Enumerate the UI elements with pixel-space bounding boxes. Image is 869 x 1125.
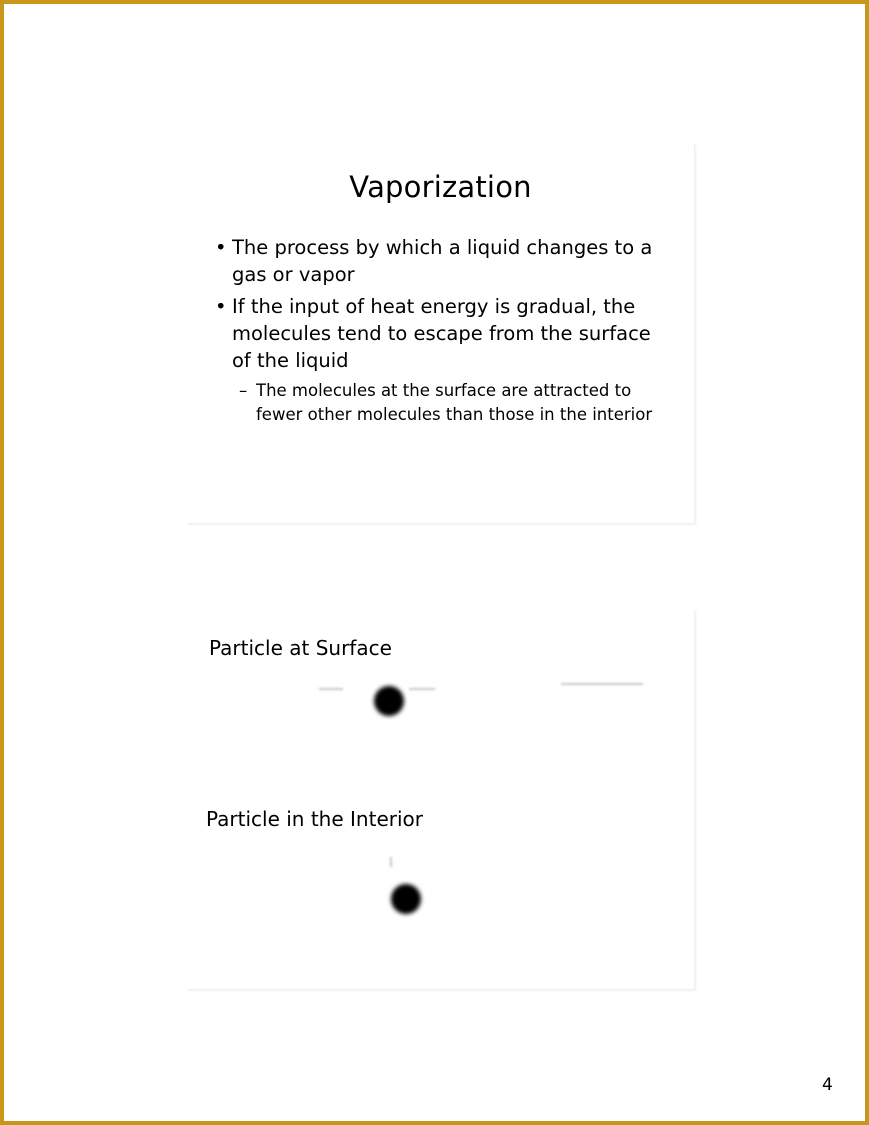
page-number: 4 — [822, 1075, 833, 1095]
slide-title: Vaporization — [349, 170, 532, 204]
bullet-text: The process by which a liquid changes to a gas or vapor — [232, 236, 653, 286]
faded-arrow-mark — [390, 857, 392, 867]
bullet-marker: • — [215, 236, 227, 259]
sub-bullet-text: The molecules at the surface are attracted to fewer other molecules than those in the interior — [256, 381, 653, 424]
sub-bullet-marker: – — [239, 381, 248, 400]
faded-arrow-mark — [319, 688, 343, 690]
bullet-marker: • — [215, 295, 227, 318]
interior-particle-dot — [391, 884, 421, 914]
faded-surface-mark — [561, 683, 643, 685]
slide-vaporization — [187, 144, 695, 524]
faded-arrow-mark — [409, 688, 435, 690]
bullet-list — [215, 234, 675, 427]
sub-bullet-item — [215, 379, 675, 427]
surface-particle-label: Particle at Surface — [209, 636, 392, 660]
bullet-text: If the input of heat energy is gradual, the molecules tend to escape from the surface of the liquid — [232, 295, 651, 372]
surface-particle-dot — [374, 686, 404, 716]
bullet-item — [215, 234, 675, 288]
slide-particles — [187, 610, 695, 990]
bullet-item — [215, 293, 675, 374]
interior-particle-label: Particle in the Interior — [206, 807, 423, 831]
